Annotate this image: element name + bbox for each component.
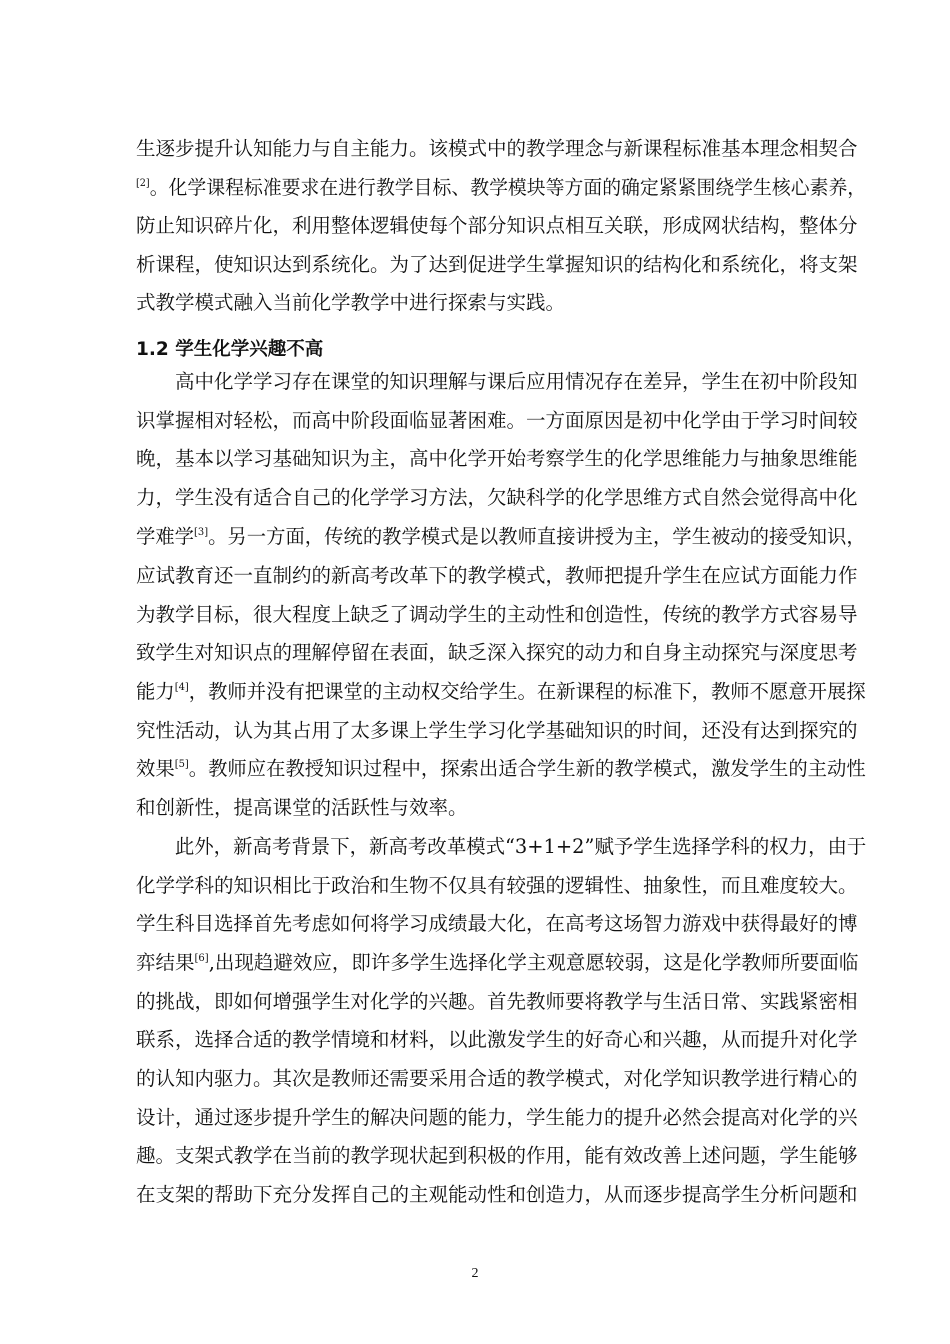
text-segment: 能力	[136, 680, 175, 703]
text-line	[136, 1067, 858, 1091]
text-segment: 联系，选择合适的教学情境和材料，以此激发学生的好奇心和兴趣，从而提升对化学	[136, 1028, 858, 1051]
text-line	[136, 680, 866, 704]
text-segment: 式教学模式融入当前化学教学中进行探索与实践。	[136, 291, 566, 314]
text-segment: 究性活动，认为其占用了太多课上学生学习化学基础知识的时间，还没有达到探究的	[136, 719, 858, 742]
text-line	[136, 874, 858, 898]
text-segment: 析课程，使知识达到系统化。为了达到促进学生掌握知识的结构化和系统化，将支架	[136, 253, 858, 276]
text-line	[136, 564, 858, 588]
text-segment: 和创新性，提高课堂的活跃性与效率。	[136, 796, 468, 819]
text-line	[136, 291, 565, 315]
text-segment: 学生科目选择首先考虑如何将学习成绩最大化，在高考这场智力游戏中获得最好的博	[136, 912, 858, 935]
citation-reference: [3]	[194, 527, 209, 538]
text-segment: 应试教育还一直制约的新高考改革下的教学模式，教师把提升学生在应试方面能力作	[136, 564, 858, 587]
text-line	[136, 525, 866, 549]
page-number: 2	[471, 1266, 479, 1281]
citation-reference: [2]	[136, 178, 150, 189]
text-line	[136, 1144, 858, 1168]
text-segment: ,出现趋避效应，即许多学生选择化学主观意愿较弱，这是化学教师所要面临	[208, 951, 859, 974]
text-line	[136, 370, 858, 394]
text-segment: 为教学目标，很大程度上缺乏了调动学生的主动性和创造性，传统的教学方式容易导	[136, 603, 858, 626]
text-line	[136, 486, 858, 510]
text-segment: 弈结果	[136, 951, 195, 974]
text-segment: 晚，基本以学习基础知识为主，高中化学开始考察学生的化学思维能力与抽象思维能	[136, 447, 858, 470]
text-line	[136, 214, 858, 238]
text-line	[136, 1028, 858, 1052]
text-segment: 效果	[136, 757, 175, 780]
text-segment: 化学学科的知识相比于政治和生物不仅具有较强的逻辑性、抽象性，而且难度较大。	[136, 874, 858, 897]
text-segment: 趣。支架式教学在当前的教学现状起到积极的作用，能有效改善上述问题，学生能够	[136, 1144, 858, 1167]
text-segment: 生逐步提升认知能力与自主能力。该模式中的教学理念与新课程标准基本理念相契合	[136, 137, 858, 160]
text-line	[136, 990, 858, 1014]
section-heading: 1.2 学生化学兴趣不高	[136, 339, 324, 360]
text-segment: 此外，新高考背景下，新高考改革模式“3+1+2”赋予学生选择学科的权力，由于	[136, 835, 867, 858]
text-segment: 。教师应在教授知识过程中，探索出适合学生新的教学模式，激发学生的主动性	[188, 757, 866, 780]
text-line	[136, 641, 858, 665]
text-segment: 。化学课程标准要求在进行教学目标、教学模块等方面的确定紧紧围绕学生核心素养，	[149, 176, 867, 199]
text-line	[136, 757, 866, 781]
text-segment: 识掌握相对轻松，而高中阶段面临显著困难。一方面原因是初中化学由于学习时间较	[136, 409, 858, 432]
text-line	[136, 951, 858, 975]
text-line	[136, 796, 468, 820]
text-line	[136, 176, 866, 200]
text-segment: 的认知内驱力。其次是教师还需要采用合适的教学模式，对化学知识教学进行精心的	[136, 1067, 858, 1090]
text-line	[136, 835, 866, 859]
citation-reference: [5]	[174, 759, 189, 770]
text-segment: ，教师并没有把课堂的主动权交给学生。在新课程的标准下，教师不愿意开展探	[188, 680, 866, 703]
text-line	[136, 253, 858, 277]
text-segment: 高中化学学习存在课堂的知识理解与课后应用情况存在差异，学生在初中阶段知	[136, 370, 858, 393]
text-segment: 在支架的帮助下充分发挥自己的主观能动性和创造力，从而逐步提高学生分析问题和	[136, 1183, 858, 1206]
citation-reference: [4]	[174, 682, 189, 693]
text-line	[136, 912, 858, 936]
citation-reference: [6]	[194, 953, 209, 964]
text-line	[136, 409, 858, 433]
text-segment: 力，学生没有适合自己的化学学习方法，欠缺科学的化学思维方式自然会觉得高中化	[136, 486, 858, 509]
text-segment: 的挑战，即如何增强学生对化学的兴趣。首先教师要将教学与生活日常、实践紧密相	[136, 990, 858, 1013]
text-line	[136, 1106, 858, 1130]
text-segment: 学难学	[136, 525, 195, 548]
text-segment: 防止知识碎片化，利用整体逻辑使每个部分知识点相互关联，形成网状结构，整体分	[136, 214, 858, 237]
text-segment: 设计，通过逐步提升学生的解决问题的能力，学生能力的提升必然会提高对化学的兴	[136, 1106, 858, 1129]
text-line	[136, 1183, 858, 1207]
text-line	[136, 719, 858, 743]
text-segment: 致学生对知识点的理解停留在表面，缺乏深入探究的动力和自身主动探究与深度思考	[136, 641, 858, 664]
text-line	[136, 447, 858, 471]
text-line	[136, 603, 858, 627]
text-line	[136, 137, 858, 161]
text-segment: 。另一方面，传统的教学模式是以教师直接讲授为主，学生被动的接受知识，	[208, 525, 866, 548]
